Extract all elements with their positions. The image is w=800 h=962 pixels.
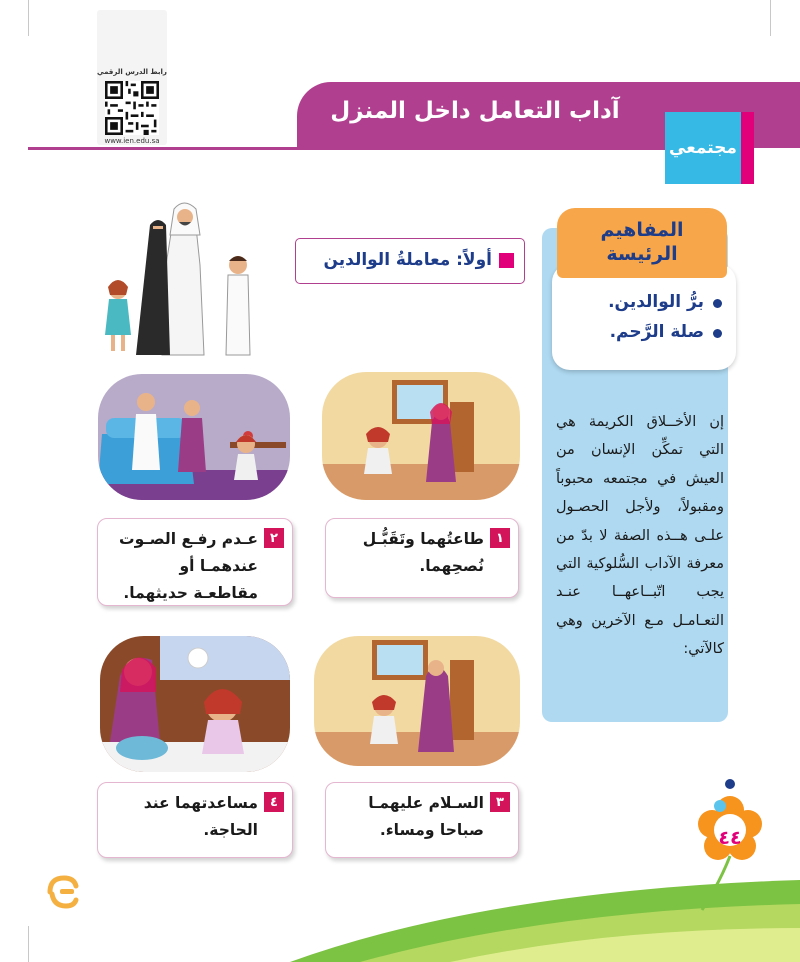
item-number: ١ [490, 528, 510, 548]
key-concept-text: برُّ الوالدين. [608, 292, 704, 312]
item-text: السـلام عليهمـا صباحا ومساء. [368, 794, 484, 839]
family-illustration [100, 195, 258, 363]
section-heading-box [295, 238, 525, 284]
item-text: مساعدتهما عند الحاجة. [143, 794, 258, 839]
item-number: ٣ [490, 792, 510, 812]
qr-code-icon[interactable] [105, 81, 159, 135]
qr-title: رابط الدرس الرقمي [97, 68, 167, 76]
key-concept-text: صلة الرَّحم. [609, 322, 704, 342]
crop-mark [28, 0, 29, 36]
item-text: طاعتُهما وتَقَبُّـل نُصحِهما. [362, 530, 484, 575]
scene-image [322, 372, 520, 500]
key-concept-item [562, 322, 722, 342]
item-card [97, 782, 293, 858]
illustration-respect [98, 374, 290, 500]
scene-image [98, 374, 290, 500]
item-number: ٢ [264, 528, 284, 548]
qr-card[interactable] [97, 10, 167, 145]
illustration-helping [100, 636, 290, 772]
scene-image [314, 636, 520, 766]
intro-paragraph: إن الأخــلاق الكريمة هي التي تمكِّن الإنسان من العيش في مجتمعه محبوباً ومقبولاً، ولأجل الحصـول علـى هــذه الصفة لا بدّ من معرفة الآداب السُّلوكية التي يجب اتّبــاعهــا عنـد التعـامـل مـع الآخرين وهي كالآتي: [556, 414, 724, 658]
key-concept-item [562, 292, 722, 312]
publisher-logo-icon [40, 872, 82, 912]
section-marker-icon [499, 253, 514, 268]
illustration-greeting [314, 636, 520, 766]
key-concepts-heading: المفاهيم الرئيسة [557, 208, 727, 278]
key-concepts-box [552, 264, 736, 370]
lesson-title: آداب التعامل داخل المنزل [330, 98, 620, 124]
item-text: عـدم رفـع الصـوت عندهمـا أو مقاطعـة حديثهما. [119, 530, 258, 602]
item-card [97, 518, 293, 606]
page-number: ٤٤ [718, 827, 742, 849]
bullet-icon [713, 329, 722, 338]
subject-tag: مجتمعي [665, 112, 741, 184]
illustration-obey [322, 372, 520, 500]
header-rule [28, 147, 668, 150]
bullet-icon [713, 299, 722, 308]
item-card [325, 782, 519, 858]
scene-image [100, 636, 290, 772]
section-heading: أولاً: معاملةُ الوالدين [323, 250, 492, 270]
item-number: ٤ [264, 792, 284, 812]
qr-url[interactable]: www.ien.edu.sa [104, 137, 160, 145]
crop-mark [28, 926, 29, 962]
item-card [325, 518, 519, 598]
crop-mark [770, 0, 771, 36]
